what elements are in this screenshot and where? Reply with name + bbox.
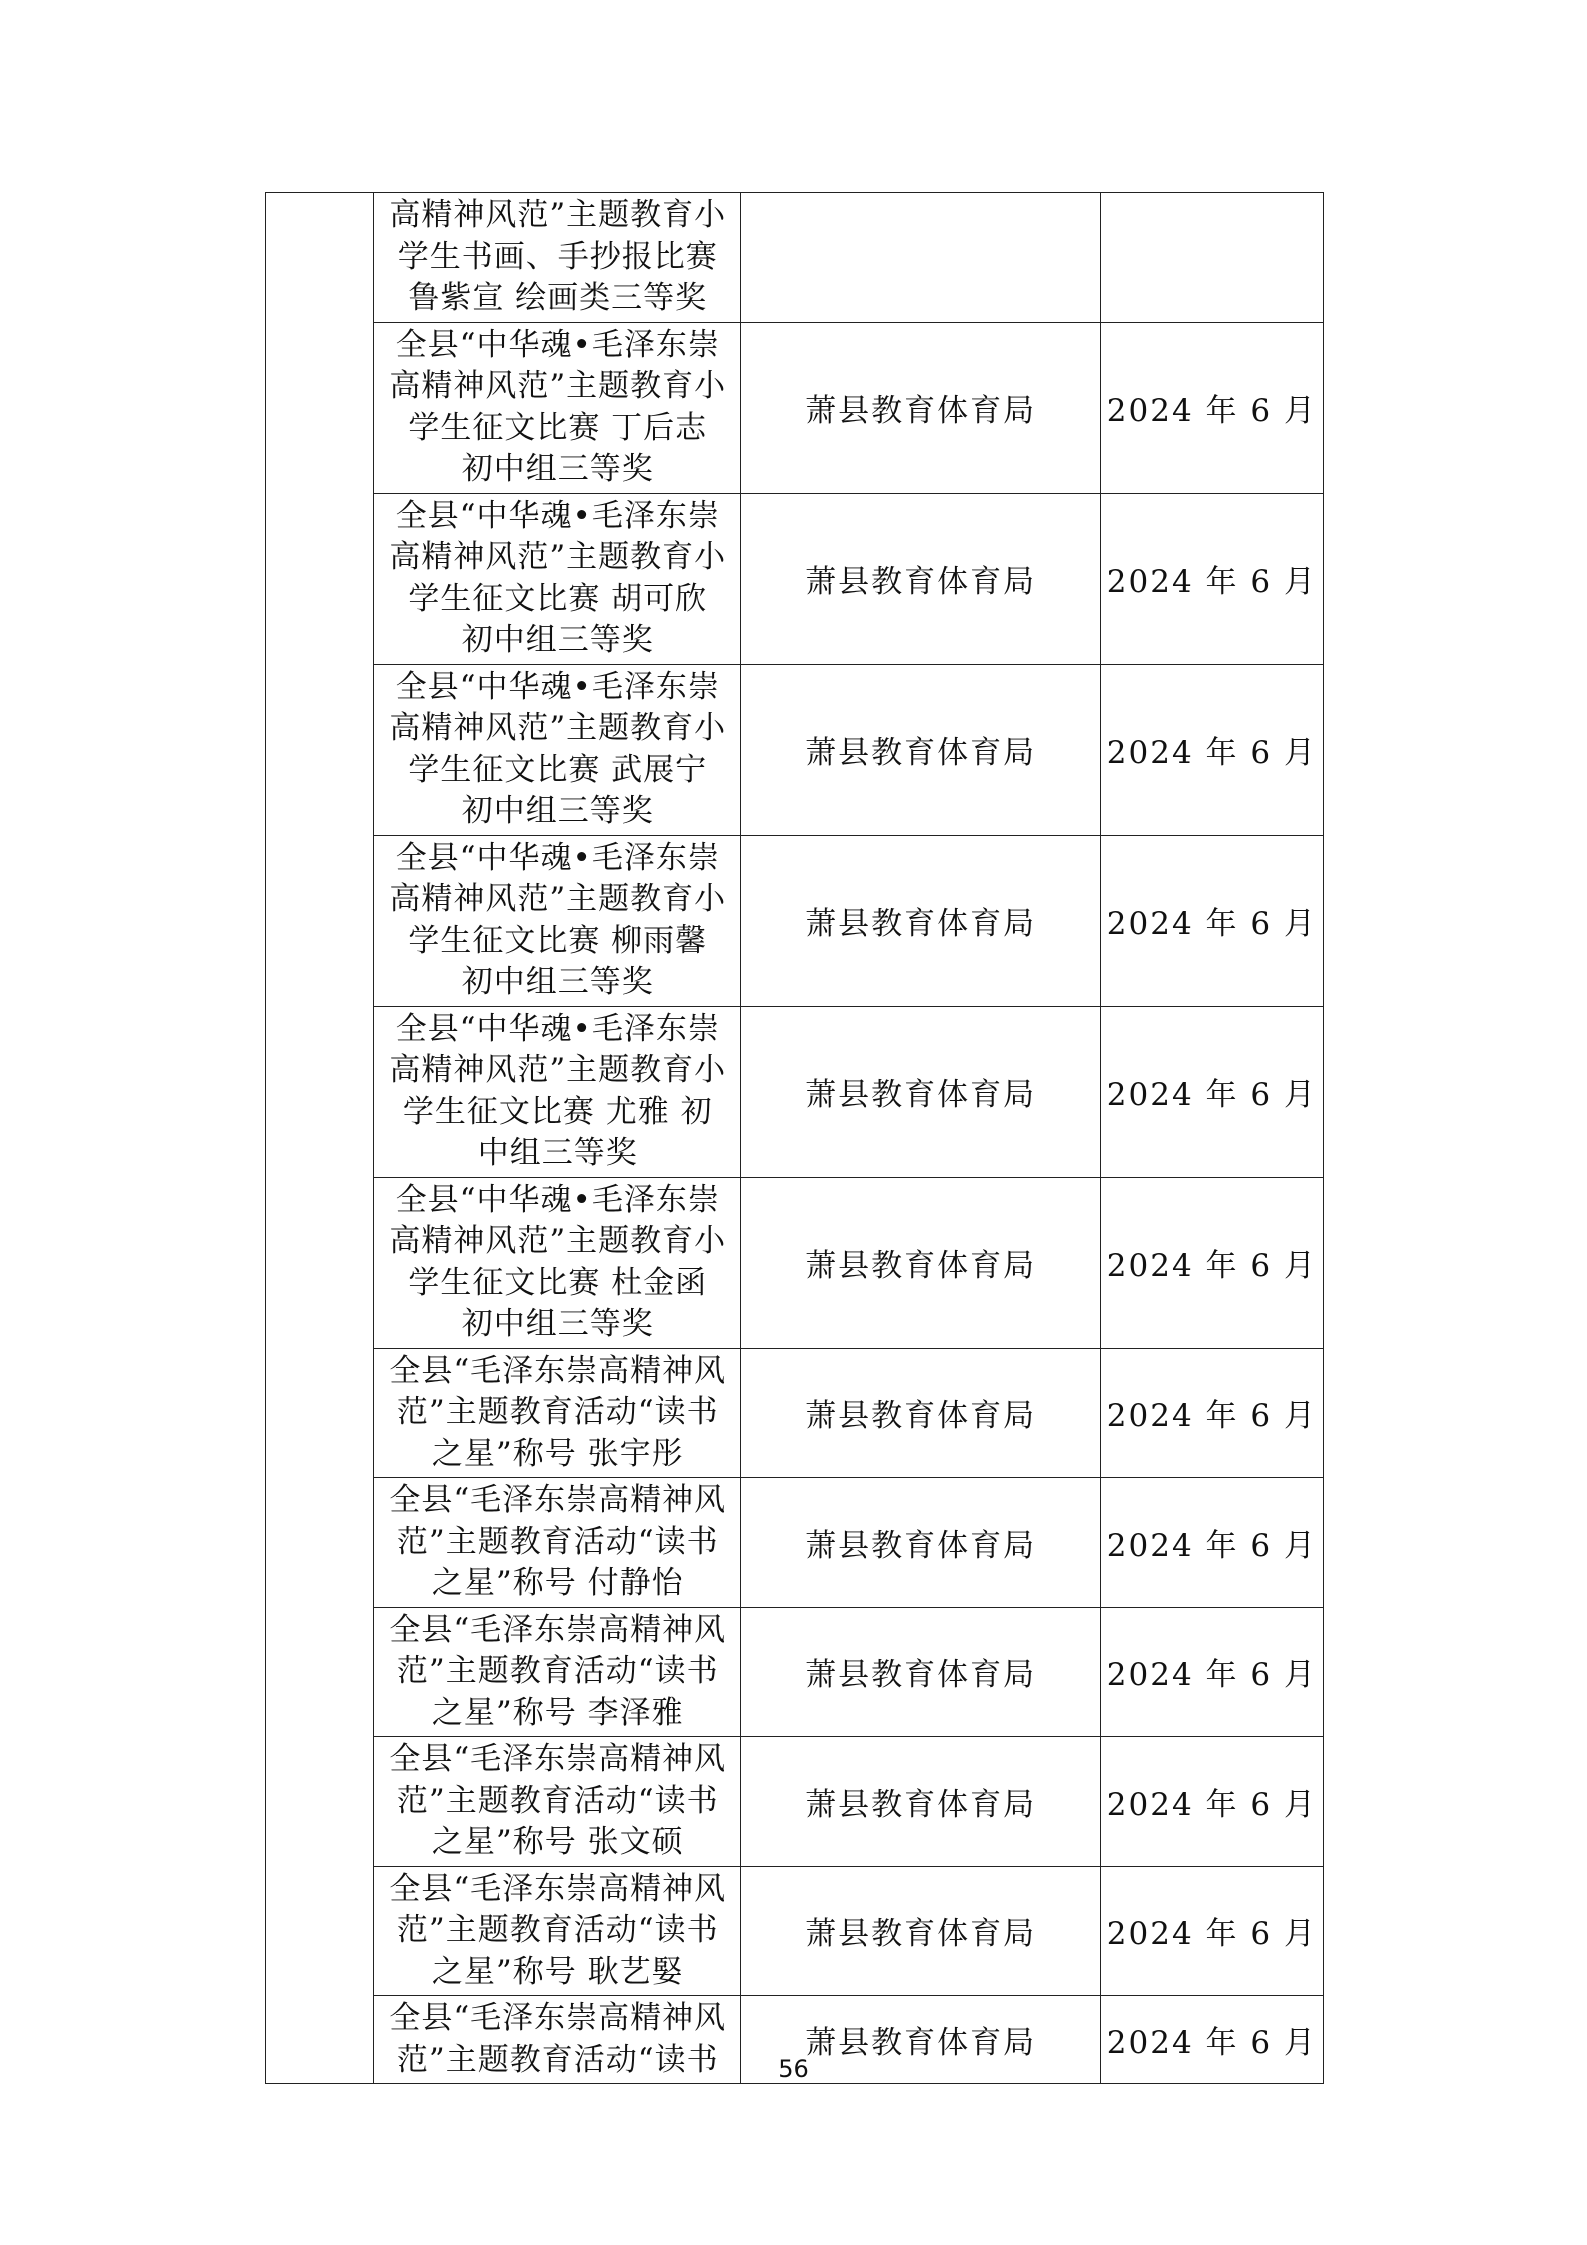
award-cell <box>374 664 741 835</box>
issuer-cell <box>741 493 1100 664</box>
page-number: 56 <box>778 2055 809 2083</box>
date-cell <box>1100 835 1323 1006</box>
date-cell <box>1100 1737 1323 1867</box>
issuer-text: 萧县教育体育局 <box>805 1077 1037 1113</box>
issuer-cell <box>741 1177 1100 1348</box>
award-cell <box>374 1607 741 1737</box>
date-cell <box>1100 664 1323 835</box>
date-text: 2024 年 6 月 <box>1106 564 1317 600</box>
date-text: 2024 年 6 月 <box>1106 1657 1317 1694</box>
award-text: 全县“毛泽东崇高精神风 范”主题教育活动“读书 之星”称号 付静怡 <box>389 1482 727 1601</box>
date-cell <box>1100 1006 1323 1177</box>
award-text: 高精神风范”主题教育小 学生书画、手抄报比赛 鲁紫宣 绘画类三等奖 <box>389 197 727 316</box>
table-row <box>266 664 1324 835</box>
issuer-cell <box>741 322 1100 493</box>
award-cell <box>374 493 741 664</box>
issuer-cell <box>741 1607 1100 1737</box>
award-text: 全县“毛泽东崇高精神风 范”主题教育活动“读书 <box>389 2000 727 2078</box>
award-text: 全县“中华魂•毛泽东崇 高精神风范”主题教育小 学生征文比赛 胡可欣 初中组三等奖 <box>389 497 727 658</box>
table-row <box>266 1866 1324 1996</box>
date-cell <box>1100 1177 1323 1348</box>
table-row <box>266 193 1324 323</box>
issuer-cell <box>741 1348 1100 1478</box>
award-text: 全县“中华魂•毛泽东崇 高精神风范”主题教育小 学生征文比赛 杜金函 初中组三等奖 <box>389 1181 727 1342</box>
date-cell <box>1100 493 1323 664</box>
table-row <box>266 1607 1324 1737</box>
date-cell <box>1100 193 1323 323</box>
date-cell <box>1100 322 1323 493</box>
issuer-text: 萧县教育体育局 <box>805 1657 1037 1694</box>
date-text: 2024 年 6 月 <box>1106 1398 1317 1435</box>
award-cell <box>374 1006 741 1177</box>
date-text: 2024 年 6 月 <box>1106 735 1317 771</box>
issuer-cell <box>741 193 1100 323</box>
award-cell <box>374 1177 741 1348</box>
date-text: 2024 年 6 月 <box>1106 1077 1317 1113</box>
issuer-text: 萧县教育体育局 <box>805 1527 1037 1564</box>
issuer-text: 萧县教育体育局 <box>805 393 1037 429</box>
issuer-cell <box>741 835 1100 1006</box>
table-row <box>266 493 1324 664</box>
table-row <box>266 1006 1324 1177</box>
issuer-text: 萧县教育体育局 <box>805 1786 1037 1823</box>
date-text: 2024 年 6 月 <box>1106 2025 1317 2061</box>
issuer-text: 萧县教育体育局 <box>805 735 1037 771</box>
award-cell <box>374 835 741 1006</box>
award-text: 全县“毛泽东崇高精神风 范”主题教育活动“读书 之星”称号 耿艺婜 <box>389 1870 727 1990</box>
award-text: 全县“毛泽东崇高精神风 范”主题教育活动“读书 之星”称号 李泽雅 <box>389 1611 727 1731</box>
merged-index-cell <box>266 193 374 2084</box>
date-cell <box>1100 1478 1323 1608</box>
award-cell <box>374 193 741 323</box>
issuer-text: 萧县教育体育局 <box>805 1248 1037 1284</box>
table-row <box>266 322 1324 493</box>
date-text: 2024 年 6 月 <box>1106 1248 1317 1284</box>
date-text: 2024 年 6 月 <box>1106 1786 1317 1823</box>
award-text: 全县“中华魂•毛泽东崇 高精神风范”主题教育小 学生征文比赛 武展宁 初中组三等奖 <box>389 668 727 829</box>
issuer-cell <box>741 1006 1100 1177</box>
issuer-text: 萧县教育体育局 <box>805 564 1037 600</box>
table-row <box>266 835 1324 1006</box>
table-row <box>266 1737 1324 1867</box>
award-cell <box>374 1478 741 1608</box>
date-cell <box>1100 1866 1323 1996</box>
award-text: 全县“毛泽东崇高精神风 范”主题教育活动“读书 之星”称号 张文硕 <box>389 1741 727 1860</box>
issuer-text: 萧县教育体育局 <box>805 906 1037 942</box>
table-row <box>266 1177 1324 1348</box>
date-text: 2024 年 6 月 <box>1106 1527 1317 1564</box>
date-cell <box>1100 1348 1323 1478</box>
award-cell <box>374 1866 741 1996</box>
table-row <box>266 1478 1324 1608</box>
award-cell <box>374 322 741 493</box>
issuer-text: 萧县教育体育局 <box>805 1916 1037 1953</box>
award-text: 全县“毛泽东崇高精神风 范”主题教育活动“读书 之星”称号 张宇彤 <box>389 1352 727 1472</box>
table-row <box>266 1348 1324 1478</box>
issuer-cell <box>741 1737 1100 1867</box>
date-cell <box>1100 1607 1323 1737</box>
issuer-cell <box>741 1866 1100 1996</box>
award-text: 全县“中华魂•毛泽东崇 高精神风范”主题教育小 学生征文比赛 丁后志 初中组三等奖 <box>389 326 727 487</box>
awards-table <box>265 192 1324 2084</box>
award-text: 全县“中华魂•毛泽东崇 高精神风范”主题教育小 学生征文比赛 柳雨馨 初中组三等奖 <box>389 839 727 1000</box>
award-cell <box>374 1737 741 1867</box>
issuer-cell <box>741 1478 1100 1608</box>
date-text: 2024 年 6 月 <box>1106 906 1317 942</box>
issuer-cell <box>741 664 1100 835</box>
date-text: 2024 年 6 月 <box>1106 393 1317 429</box>
award-text: 全县“中华魂•毛泽东崇 高精神风范”主题教育小 学生征文比赛 尤雅 初 中组三等奖 <box>389 1010 727 1171</box>
award-cell <box>374 1348 741 1478</box>
issuer-text: 萧县教育体育局 <box>805 2025 1037 2061</box>
date-text: 2024 年 6 月 <box>1106 1916 1317 1953</box>
issuer-text: 萧县教育体育局 <box>805 1398 1037 1435</box>
